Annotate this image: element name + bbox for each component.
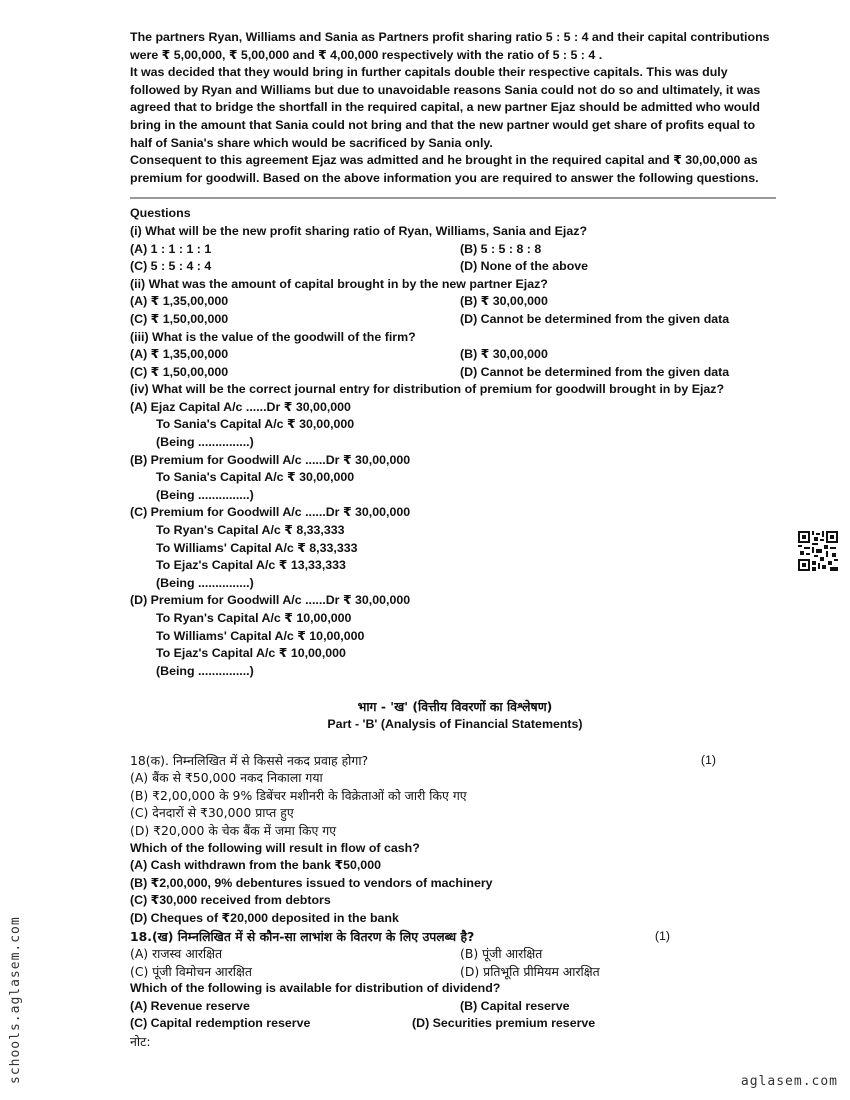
side-watermark: schools.aglasem.com <box>8 916 23 1084</box>
q2-option-b: (B) ₹ 30,00,000 <box>460 294 548 309</box>
q18a-english-question: Which of the following will result in flow of cash? <box>130 840 420 855</box>
question-4: (iv) What will be the correct journal entry for distribution of premium for goodwill brought in by Ejaz? <box>130 382 725 397</box>
q18b-hindi-option-b: (B) पूंजी आरक्षित <box>460 946 543 962</box>
q4-option-a-debit: (A) Ejaz Capital A/c ......Dr ₹ 30,00,000 <box>130 399 351 414</box>
q1-options-row-1 <box>130 241 780 259</box>
q4-option-d-narration: (Being ...............) <box>156 663 254 678</box>
q4-option-d-debit: (D) Premium for Goodwill A/c ......Dr ₹ 30,00,000 <box>130 593 411 608</box>
q18b-hindi-option-d: (D) प्रतिभूति प्रीमियम आरक्षित <box>460 963 600 979</box>
q18b-english-options-row-1 <box>130 998 780 1016</box>
q2-option-c: (C) ₹ 1,50,00,000 <box>130 311 229 326</box>
question-2: (ii) What was the amount of capital brought in by the new partner Ejaz? <box>130 276 548 291</box>
q4-option-d-credit-2: To Williams' Capital A/c ₹ 10,00,000 <box>156 628 365 643</box>
part-b-title-hindi: भाग - 'ख' (वित्तीय विवरणों का विश्लेषण) <box>357 699 553 715</box>
q18a-english-option-b: (B) ₹2,00,000, 9% debentures issued to vendors of machinery <box>130 875 493 890</box>
q4-option-d-credit-3: To Ejaz's Capital A/c ₹ 10,00,000 <box>156 646 346 661</box>
q18b-hindi-options-row-1 <box>130 945 780 963</box>
q18a-english-option-c: (C) ₹30,000 received from debtors <box>130 893 331 908</box>
q4-option-b-debit: (B) Premium for Goodwill A/c ......Dr ₹ 30,00,000 <box>130 452 411 467</box>
footer-watermark: aglasem.com <box>740 1074 838 1089</box>
q18b-english-option-a: (A) Revenue reserve <box>130 998 250 1013</box>
q4-option-a-narration: (Being ...............) <box>156 435 254 450</box>
q3-option-a: (A) ₹ 1,35,00,000 <box>130 347 229 362</box>
q18b-english-options-row-2 <box>130 1015 780 1033</box>
q18a-hindi-option-b: (B) ₹2,00,000 के 9% डिबेंचर मशीनरी के विक्रेताओं को जारी किए गए <box>130 787 467 803</box>
q1-options-row-2 <box>130 258 780 276</box>
q18a-hindi-row <box>130 752 780 770</box>
part-b-title-english: Part - 'B' (Analysis of Financial Statements) <box>327 716 583 731</box>
passage-para-2: It was decided that they would bring in further capitals double their respective capitals. This was duly followed by Ryan and Williams but due to unavoidable reasons Sania could not do so and ultimately, it was agreed that to bridge the shortfall in the required capital, a new partner Ejaz should be admitted who would bring in the amount that Sania could not bring and that the new partner would get share of profits equal to half of Sania's share which would be sacrificed by Sania only. <box>130 65 761 150</box>
q4-option-b-credit: To Sania's Capital A/c ₹ 30,00,000 <box>156 470 355 485</box>
q4-option-c-credit-1: To Ryan's Capital A/c ₹ 8,33,333 <box>156 523 345 538</box>
q1-option-c: (C) 5 : 5 : 4 : 4 <box>130 259 212 274</box>
passage-para-1: The partners Ryan, Williams and Sania as Partners profit sharing ratio 5 : 5 : 4 and their capital contributions were ₹ 5,00,000, ₹ 5,00,000 and ₹ 4,00,000 respectively with the ratio of 5 : 5 : 4 . <box>130 30 770 62</box>
q18b-english-option-c: (C) Capital redemption reserve <box>130 1016 311 1031</box>
q18a-hindi-option-a: (A) बैंक से ₹50,000 नकद निकाला गया <box>130 770 323 786</box>
question-3: (iii) What is the value of the goodwill of the firm? <box>130 329 416 344</box>
q1-option-d: (D) None of the above <box>460 259 589 274</box>
questions-heading: Questions <box>130 206 191 221</box>
q18b-hindi-row <box>130 928 780 946</box>
q3-option-c: (C) ₹ 1,50,00,000 <box>130 364 229 379</box>
q4-option-d-credit-1: To Ryan's Capital A/c ₹ 10,00,000 <box>156 611 352 625</box>
q18b-hindi-option-a: (A) राजस्व आरक्षित <box>130 946 223 962</box>
q2-option-a: (A) ₹ 1,35,00,000 <box>130 294 229 309</box>
q18b-english-option-d: (D) Securities premium reserve <box>412 1016 596 1031</box>
q3-options-row-1 <box>130 346 780 364</box>
q2-options-row-2 <box>130 311 780 329</box>
q18a-marks: (1) <box>700 752 716 767</box>
q2-options-row-1 <box>130 293 780 311</box>
q18a-hindi-question: 18(क). निम्नलिखित में से किससे नकद प्रवाह होगा? <box>130 752 369 768</box>
q1-option-b: (B) 5 : 5 : 8 : 8 <box>460 241 542 256</box>
q3-options-row-2 <box>130 364 780 382</box>
section-divider <box>130 197 776 199</box>
passage-para-3: Consequent to this agreement Ejaz was admitted and he brought in the required capital and ₹ 30,00,000 as premium for goodwill. Based on the above information you are required to answer the following questions. <box>130 153 759 185</box>
q4-option-c-narration: (Being ...............) <box>156 575 254 590</box>
q4-option-c-debit: (C) Premium for Goodwill A/c ......Dr ₹ 30,00,000 <box>130 505 411 520</box>
q18b-english-option-b: (B) Capital reserve <box>460 998 570 1013</box>
q2-option-d: (D) Cannot be determined from the given data <box>460 311 730 326</box>
q18a-english-option-d: (D) Cheques of ₹20,000 deposited in the bank <box>130 910 399 925</box>
q4-option-c-credit-3: To Ejaz's Capital A/c ₹ 13,33,333 <box>156 558 346 573</box>
q3-option-b: (B) ₹ 30,00,000 <box>460 347 548 362</box>
q4-option-a-credit: To Sania's Capital A/c ₹ 30,00,000 <box>156 417 355 432</box>
q3-option-d: (D) Cannot be determined from the given data <box>460 364 730 379</box>
note-label: नोट: <box>130 1034 151 1050</box>
document-body <box>130 29 780 1051</box>
qr-code-icon <box>798 531 838 571</box>
q18a-hindi-option-c: (C) देनदारों से ₹30,000 प्राप्त हुए <box>130 805 294 821</box>
q18a-english-option-a: (A) Cash withdrawn from the bank ₹50,000 <box>130 858 381 873</box>
q1-option-a: (A) 1 : 1 : 1 : 1 <box>130 241 212 256</box>
q18b-marks: (1) <box>654 928 670 943</box>
q18b-hindi-option-c: (C) पूंजी विमोचन आरक्षित <box>130 963 252 979</box>
q18b-hindi-options-row-2 <box>130 963 780 981</box>
q4-option-b-narration: (Being ...............) <box>156 487 254 502</box>
question-1: (i) What will be the new profit sharing ratio of Ryan, Williams, Sania and Ejaz? <box>130 223 588 238</box>
q18b-english-question: Which of the following is available for distribution of dividend? <box>130 981 501 996</box>
q4-option-c-credit-2: To Williams' Capital A/c ₹ 8,33,333 <box>156 540 358 555</box>
q18a-hindi-option-d: (D) ₹20,000 के चेक बैंक में जमा किए गए <box>130 822 337 838</box>
q18b-hindi-question: 18.(ख) निम्नलिखित में से कौन-सा लाभांश के वितरण के लिए उपलब्ध है? <box>130 928 475 944</box>
